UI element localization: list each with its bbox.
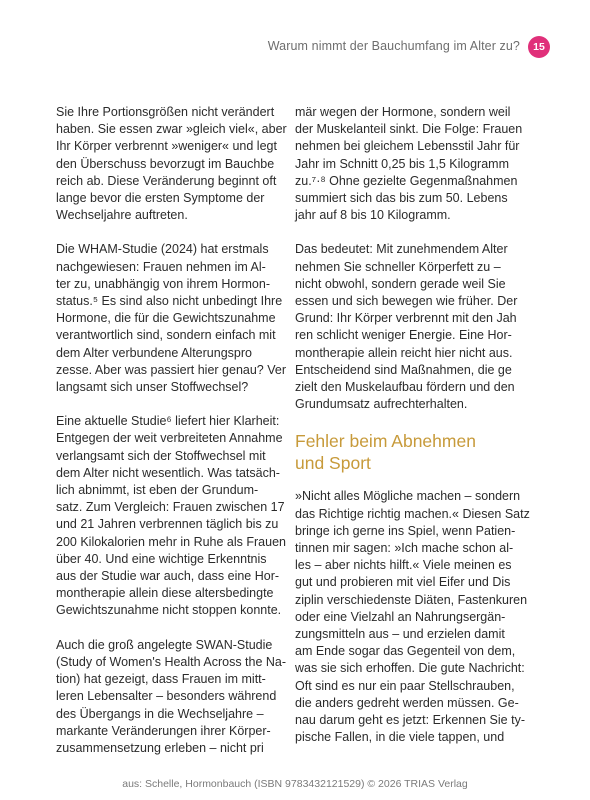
- text-line: les – aber nichts hilft.« Viele meinen es: [295, 558, 512, 573]
- text-line: verantwortlich sind, sondern einfach mit: [56, 328, 276, 343]
- text-line: nau darum geht es jetzt: Erkennen Sie ty-: [295, 713, 525, 728]
- text-line: des Übergangs in die Wechseljahre –: [56, 706, 264, 721]
- text-line: essen und sich bewegen wie früher. Der: [295, 294, 518, 309]
- text-line: mär wegen der Hormone, sondern weil: [295, 105, 511, 119]
- right-column-section-body: [295, 488, 530, 746]
- text-line: (Study of Women's Health Across the Na-: [56, 654, 287, 669]
- text-line: Eine aktuelle Studie⁶ liefert hier Klarheit:: [56, 414, 280, 429]
- page-number-badge: 15: [528, 36, 550, 58]
- text-line: markante Veränderungen ihrer Körper-: [56, 723, 271, 738]
- section-heading: [295, 430, 515, 474]
- right-column: [295, 104, 530, 764]
- text-line: der Muskelanteil sinkt. Die Folge: Frauen: [295, 122, 523, 137]
- text-line: tion) hat gezeigt, dass Frauen im mitt-: [56, 672, 266, 687]
- text-line: Die WHAM-Studie (2024) hat erstmals: [56, 242, 269, 257]
- text-line: am Ende sogar das Gegenteil von dem,: [295, 644, 516, 659]
- text-line: Ihr Körper verbrennt »weniger« und legt: [56, 139, 277, 154]
- text-line: Das bedeutet: Mit zunehmendem Alter: [295, 242, 508, 257]
- text-line: Oft sind es nur ein paar Stellschrauben,: [295, 678, 515, 693]
- text-line: dem Alter nicht wesentlich. Was tatsäch-: [56, 465, 280, 480]
- text-line: Jahr im Schnitt 0,25 bis 1,5 Kilogramm: [295, 156, 509, 171]
- text-line: Sie Ihre Portionsgrößen nicht verändert: [56, 105, 275, 119]
- text-line: gut und probieren mit viel Eifer und Dis: [295, 575, 511, 590]
- text-line: »Nicht alles Mögliche machen – sondern: [295, 489, 521, 504]
- body-paragraph: [295, 488, 530, 746]
- text-line: ziplin verschiedenste Diäten, Fastenkuren: [295, 592, 528, 607]
- text-line: ter zu, unabhängig von ihrem Hormon-: [56, 276, 271, 291]
- text-line: Auch die groß angelegte SWAN-Studie: [56, 637, 273, 652]
- copyright-footer: aus: Schelle, Hormonbauch (ISBN 9783432121529) © 2026 TRIAS Verlag: [122, 778, 468, 790]
- text-line: Grundumsatz aufrechterhalten.: [295, 397, 468, 412]
- text-line: leren Lebensalter – besonders während: [56, 689, 277, 704]
- text-line: oder eine Vielzahl an Nahrungsergän-: [295, 609, 506, 624]
- text-line: jahr auf 8 bis 10 Kilogramm.: [295, 208, 451, 223]
- text-line: bringe ich gerne ins Spiel, wenn Patien-: [295, 523, 516, 538]
- text-line: zusammensetzung erleben – nicht pri: [56, 740, 264, 755]
- body-paragraph: [56, 104, 287, 224]
- text-line: 200 Kilokalorien mehr in Ruhe als Frauen: [56, 534, 286, 549]
- text-line: montherapie allein diese altersbedingte: [56, 586, 274, 601]
- section-heading-line: Fehler beim Abnehmen: [295, 431, 476, 452]
- text-line: nehmen bei gleichem Lebensstil Jahr für: [295, 139, 520, 154]
- text-line: zielt den Muskelaufbau fördern und den: [295, 380, 515, 395]
- left-column: [56, 104, 287, 774]
- text-line: langsamt sich unser Stoffwechsel?: [56, 380, 249, 395]
- text-line: Entscheidend sind Maßnahmen, die ge: [295, 362, 512, 377]
- text-line: summiert sich das bis zum 50. Lebens: [295, 191, 508, 206]
- section-heading-line: und Sport: [295, 453, 371, 474]
- text-line: montherapie allein reicht hier nicht aus.: [295, 345, 513, 360]
- text-line: aus der Studie war auch, dass eine Hor-: [56, 569, 280, 584]
- text-line: das Richtige richtig machen.« Diesen Satz: [295, 506, 530, 521]
- body-paragraph: [56, 413, 286, 619]
- text-line: über 40. Und eine wichtige Erkenntnis: [56, 551, 267, 566]
- text-line: Grund: Ihr Körper verbrennt mit den Jah: [295, 311, 517, 326]
- text-line: Gewichtszunahme nicht stoppen konnte.: [56, 603, 282, 618]
- text-line: reich ab. Diese Veränderung beginnt oft: [56, 173, 277, 188]
- text-line: Wechseljahre auftreten.: [56, 208, 188, 223]
- text-line: nachgewiesen: Frauen nehmen im Al-: [56, 259, 266, 274]
- text-line: zu.⁷·⁸ Ohne gezielte Gegenmaßnahmen: [295, 173, 518, 188]
- body-paragraph: [295, 104, 523, 224]
- text-line: zesse. Aber was passiert hier genau? Ver: [56, 362, 286, 377]
- text-line: die anders gedreht werden müssen. Ge-: [295, 695, 519, 710]
- text-line: satz. Zum Vergleich: Frauen zwischen 17: [56, 500, 285, 515]
- text-line: den Überschuss bevorzugt im Bauchbe: [56, 156, 275, 171]
- text-line: und 21 Jahren verbrennen täglich bis zu: [56, 517, 279, 532]
- text-line: ren schlicht weniger Energie. Eine Hor-: [295, 328, 512, 343]
- text-line: status.⁵ Es sind also nicht unbedingt Ihre: [56, 294, 283, 309]
- text-line: zungsmitteln aus – und erzielen damit: [295, 627, 505, 642]
- text-line: nehmen Sie schneller Körperfett zu –: [295, 259, 501, 274]
- running-header-title: Warum nimmt der Bauchumfang im Alter zu?: [267, 39, 520, 53]
- text-line: verlangsamt sich der Stoffwechsel mit: [56, 448, 266, 463]
- text-line: haben. Sie essen zwar »gleich viel«, aber: [56, 122, 287, 137]
- body-paragraph: [56, 241, 286, 396]
- text-line: tinnen mir sagen: »Ich mache schon al-: [295, 541, 514, 556]
- text-line: nicht obwohl, sondern gerade weil Sie: [295, 276, 506, 291]
- text-line: lange bevor die ersten Symptome der: [56, 191, 265, 206]
- body-paragraph: [56, 637, 287, 757]
- text-line: Entgegen der weit verbreiteten Annahme: [56, 431, 283, 446]
- text-line: Hormone, die für die Gewichtszunahme: [56, 311, 276, 326]
- text-line: pische Fallen, in die viele tappen, und: [295, 730, 505, 745]
- right-column-intro: [295, 104, 523, 413]
- text-line: dem Alter verbundene Alterungspro: [56, 345, 252, 360]
- body-paragraph: [295, 241, 518, 413]
- text-line: lich abnimmt, ist eben der Grundum-: [56, 483, 259, 498]
- text-line: was sie sich erhoffen. Die gute Nachricht:: [295, 661, 525, 676]
